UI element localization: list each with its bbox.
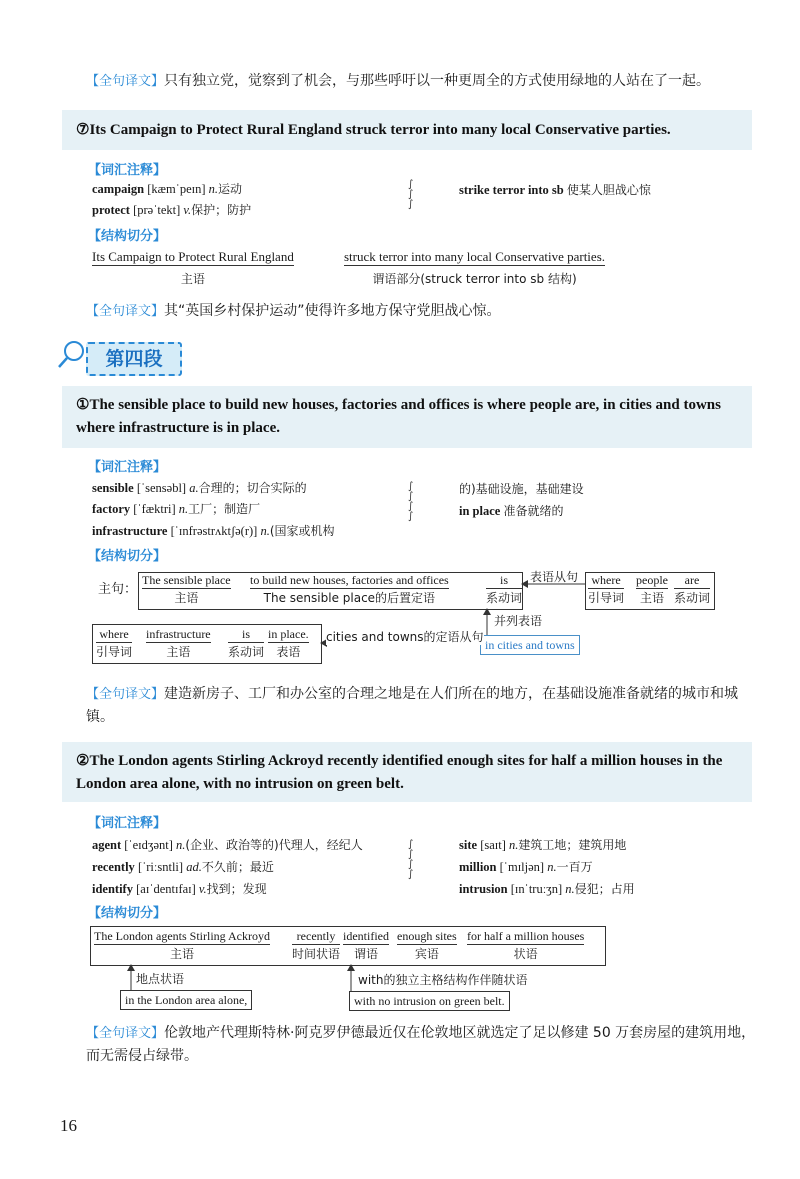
arrow-up-icon <box>344 964 358 992</box>
wavy-divider: ∫ ∫ ∫ <box>408 179 414 210</box>
struct-segment: where 引导词 <box>588 573 625 605</box>
struct-segment: recently 时间状语 <box>292 929 341 961</box>
page-number: 16 <box>60 1116 77 1135</box>
parallel-box: in cities and towns <box>480 635 580 655</box>
translation-tag: 【全句译文】 <box>86 304 165 319</box>
attr-clause-label: cities and towns的定语从句 <box>326 630 484 644</box>
struct-segment: where 引导词 <box>96 627 133 659</box>
struct-segment: is 系动词 <box>486 573 523 605</box>
translation-line <box>86 1022 758 1067</box>
vocab-entry: intrusion [ɪnˈtruːʒn] n.侵犯；占用 <box>459 882 635 896</box>
vocab-entry: campaign [kæmˈpeɪn] n.运动 <box>92 182 243 196</box>
struct-tag: 【结构切分】 <box>88 229 167 244</box>
struct-segment: infrastructure 主语 <box>146 627 211 659</box>
translation-line <box>86 300 501 320</box>
vocab-entry: site [saɪt] n.建筑工地；建筑用地 <box>459 838 627 852</box>
struct-tag: 【结构切分】 <box>88 906 167 921</box>
parallel-label: 并列表语 <box>494 614 543 628</box>
struct-segment: for half a million houses 状语 <box>467 929 585 961</box>
translation-tag: 【全句译文】 <box>86 687 165 702</box>
vocab-entry: identify [aɪˈdentɪfaɪ] v.找到；发现 <box>92 882 267 896</box>
struct-segment: Its Campaign to Protect Rural England 主语 <box>92 249 294 286</box>
sentence-2: ②The London agents Stirling Ackroyd recently identified enough sites for half a million houses in the London area alone, with no intrusion on green belt. <box>76 753 723 792</box>
pred-clause-label: 表语从句 <box>530 570 579 584</box>
struct-segment: is 系动词 <box>228 627 265 659</box>
vocab-entry: million [ˈmɪljən] n.一百万 <box>459 860 593 874</box>
translation-tag: 【全句译文】 <box>86 74 165 89</box>
place-box: in the London area alone, <box>120 990 252 1010</box>
vocab-entry: protect [prəˈtekt] v.保护；防护 <box>92 203 252 217</box>
translation-line <box>86 70 766 90</box>
translation-text: 只有独立党，觉察到了机会，与那些呼吁以一种更周全的方式使用绿地的人站在了一起。 <box>164 73 711 89</box>
section-title: 第四段 <box>86 342 182 376</box>
vocab-tag: 【词汇注释】 <box>88 163 167 178</box>
sentence-1: ①The sensible place to build new houses, factories and offices is where people are, in cities and towns where infrastructure is in place. <box>76 397 721 436</box>
translation-text: 伦敦地产代理斯特林·阿克罗伊德最近仅在伦敦地区就选定了足以修建 50 万套房屋的建筑用地，而无需侵占绿带。 <box>86 1025 756 1064</box>
wavy-divider: ∫ ∫ ∫ ∫ <box>408 481 414 522</box>
struct-segment: struck terror into many local Conservative parties. 谓语部分(struck terror into sb 结构) <box>344 249 606 286</box>
struct-segment: The London agents Stirling Ackroyd 主语 <box>94 929 270 961</box>
vocab-entry: strike terror into sb 使某人胆战心惊 <box>459 183 651 197</box>
vocab-tag: 【词汇注释】 <box>88 816 167 831</box>
magnifier-icon <box>56 338 88 370</box>
translation-text: 其“英国乡村保护运动”使得许多地方保守党胆战心惊。 <box>164 303 501 319</box>
vocab-entry: 的)基础设施，基础建设 <box>459 482 584 496</box>
struct-segment: identified 谓语 <box>343 929 389 961</box>
vocab-entry: sensible [ˈsensəbl] a.合理的；切合实际的 <box>92 481 307 495</box>
vocab-entry: recently [ˈriːsntli] ad.不久前；最近 <box>92 860 274 874</box>
wavy-divider: ∫ ∫ ∫ ∫ <box>408 839 414 880</box>
translation-text: 建造新房子、工厂和办公室的合理之地是在人们所在的地方，在基础设施准备就绪的城市和城镇。 <box>86 686 739 725</box>
vocab-entry: infrastructure [ˈɪnfrəstrʌktʃə(r)] n.(国家或机构 <box>92 524 335 538</box>
struct-tag: 【结构切分】 <box>88 549 167 564</box>
vocab-entry: in place 准备就绪的 <box>459 504 564 518</box>
place-label: 地点状语 <box>136 972 185 986</box>
struct-segment: enough sites 宾语 <box>397 929 457 961</box>
struct-segment: The sensible place 主语 <box>142 573 231 605</box>
translation-line <box>86 683 758 728</box>
struct-segment: people 主语 <box>636 573 668 605</box>
with-box: with no intrusion on green belt. <box>349 991 510 1011</box>
struct-segment: to build new houses, factories and offices The sensible place的后置定语 <box>250 573 449 605</box>
translation-tag: 【全句译文】 <box>86 1026 165 1041</box>
vocab-entry: factory [ˈfæktri] n.工厂；制造厂 <box>92 502 261 516</box>
sentence-7: ⑦Its Campaign to Protect Rural England struck terror into many local Conservative parties. <box>76 122 671 138</box>
struct-segment: in place. 表语 <box>268 627 309 659</box>
vocab-tag: 【词汇注释】 <box>88 460 167 475</box>
main-clause-label: 主句： <box>98 582 138 597</box>
vocab-entry: agent [ˈeɪdʒənt] n.(企业、政治等的)代理人，经纪人 <box>92 838 363 852</box>
with-label: with的独立主格结构作伴随状语 <box>358 973 528 987</box>
struct-segment: are 系动词 <box>674 573 711 605</box>
